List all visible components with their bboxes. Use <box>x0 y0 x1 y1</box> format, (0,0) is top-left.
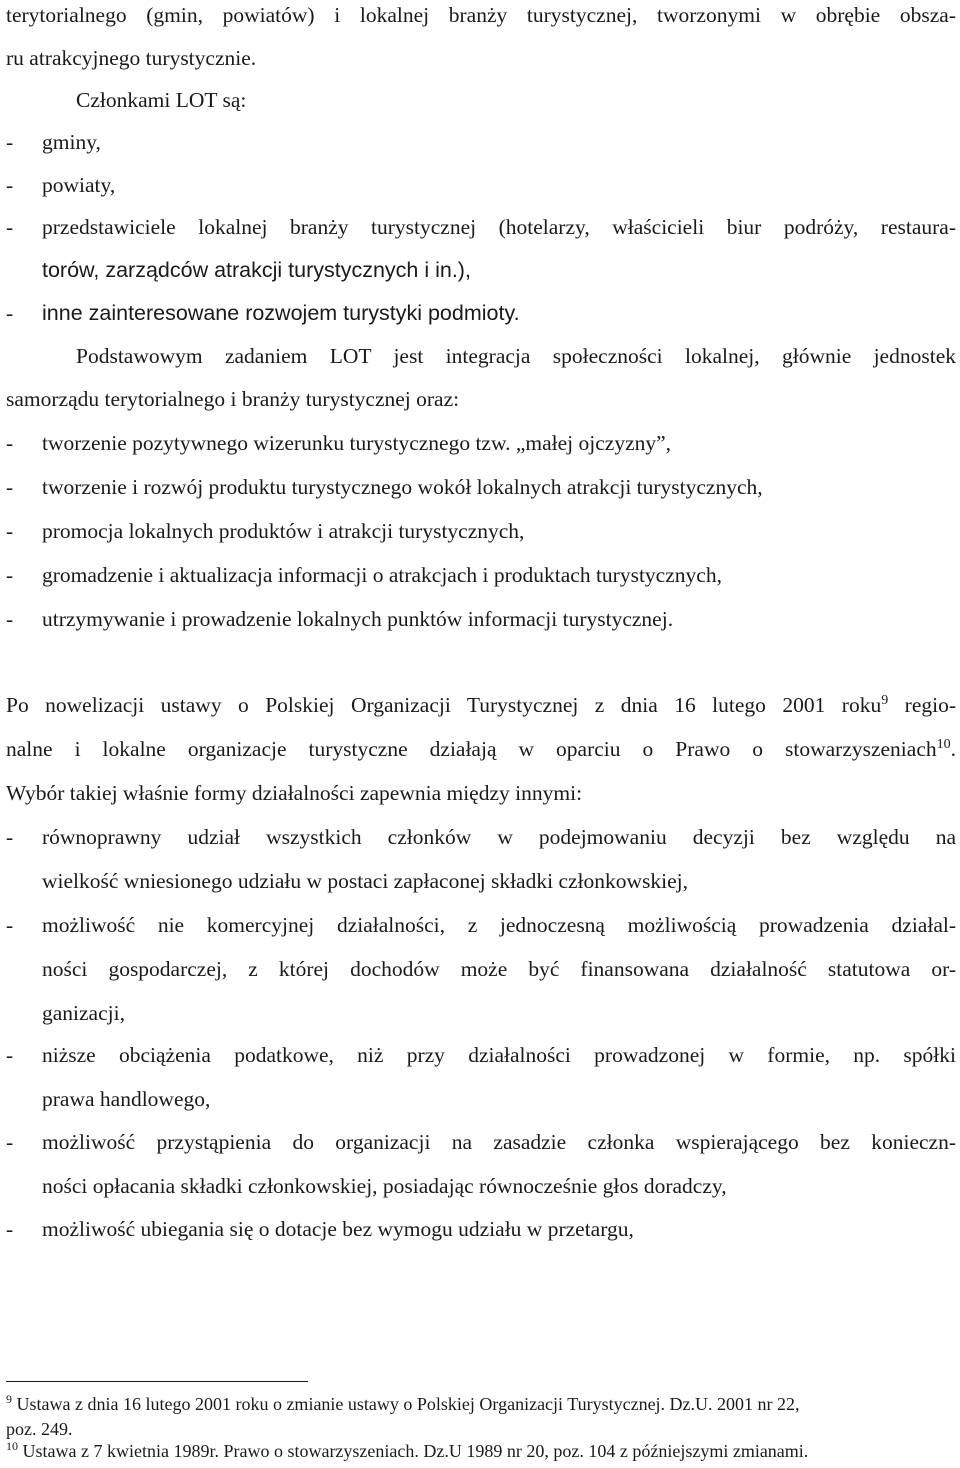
footnote-10 <box>6 1440 808 1462</box>
law-text: nalne i lokalne organizacje turystyczne działają w oparciu o Prawo o stowarzyszeniach <box>6 737 937 761</box>
list-dash: - <box>6 1043 14 1067</box>
footnote-number: 10 <box>6 1439 18 1453</box>
list-dash: - <box>6 130 14 154</box>
list-item: tworzenie i rozwój produktu turystycznego wokół lokalnych atrakcji turystycznych, <box>42 475 763 499</box>
footnote-9-continuation: poz. 249. <box>6 1419 73 1439</box>
list-item: możliwość ubiegania się o dotacje bez wymogu udziału w przetargu, <box>42 1217 634 1241</box>
list-item: promocja lokalnych produktów i atrakcji turystycznych, <box>42 519 525 543</box>
list-item: niższe obciążenia podatkowe, niż przy działalności prowadzonej w formie, np. spółki <box>42 1043 956 1067</box>
list-item: utrzymywanie i prowadzenie lokalnych punktów informacji turystycznej. <box>42 607 674 631</box>
footnote-text: Ustawa z dnia 16 lutego 2001 roku o zmianie ustawy o Polskiej Organizacji Turystycznej. Dz.U. 2001 nr 22, <box>16 1394 800 1414</box>
list-dash: - <box>6 475 14 499</box>
law-paragraph-line-1 <box>6 690 956 720</box>
footnote-ref-10[interactable]: 10 <box>936 736 951 752</box>
list-dash: - <box>6 173 14 197</box>
list-item: inne zainteresowane rozwojem turystyki podmioty. <box>42 301 520 325</box>
list-item-continuation: wielkość wniesionego udziału w postaci zapłaconej składki członkowskiej, <box>42 869 689 893</box>
list-item-continuation: prawa handlowego, <box>42 1087 211 1111</box>
footnote-separator <box>6 1381 308 1382</box>
list-item-continuation: ności gospodarczej, z której dochodów może być finansowana działalność statutowa or- <box>42 957 956 981</box>
list-item: możliwość przystąpienia do organizacji na zasadzie członka wspierającego bez konieczn- <box>42 1130 956 1154</box>
members-heading: Członkami LOT są: <box>76 88 247 112</box>
footnote-9 <box>6 1393 800 1415</box>
intro-line-1: terytorialnego (gmin, powiatów) i lokalnej branży turystycznej, tworzonymi w obrębie obsza- <box>6 3 956 27</box>
list-item-continuation: torów, zarządców atrakcji turystycznych i in.), <box>42 258 471 282</box>
list-dash: - <box>6 1130 14 1154</box>
law-text: . <box>950 737 956 761</box>
list-dash: - <box>6 431 14 455</box>
list-dash: - <box>6 913 14 937</box>
list-dash: - <box>6 519 14 543</box>
tasks-paragraph-line-1: Podstawowym zadaniem LOT jest integracja społeczności lokalnej, głównie jednostek <box>76 344 956 368</box>
footnote-text: Ustawa z 7 kwietnia 1989r. Prawo o stowarzyszeniach. Dz.U 1989 nr 20, poz. 104 z późniejszymi zmianami. <box>22 1441 809 1461</box>
law-text: regio- <box>888 693 956 717</box>
law-paragraph-line-3: Wybór takiej właśnie formy działalności zapewnia między innymi: <box>6 781 583 805</box>
list-item-continuation: ności opłacania składki członkowskiej, posiadając równocześnie głos doradczy, <box>42 1174 727 1198</box>
list-item: równoprawny udział wszystkich członków w podejmowaniu decyzji bez względu na <box>42 825 956 849</box>
list-dash: - <box>6 563 14 587</box>
list-dash: - <box>6 301 14 325</box>
list-dash: - <box>6 825 14 849</box>
list-item: tworzenie pozytywnego wizerunku turystycznego tzw. „małej ojczyzny”, <box>42 431 672 455</box>
intro-line-2: ru atrakcyjnego turystycznie. <box>6 46 257 70</box>
list-item: możliwość nie komercyjnej działalności, z jednoczesną możliwością prowadzenia działal- <box>42 913 956 937</box>
list-dash: - <box>6 215 14 239</box>
list-item: gminy, <box>42 130 101 154</box>
list-dash: - <box>6 607 14 631</box>
list-item: gromadzenie i aktualizacja informacji o atrakcjach i produktach turystycznych, <box>42 563 722 587</box>
law-paragraph-line-2 <box>6 734 956 764</box>
list-item-continuation: ganizacji, <box>42 1001 125 1025</box>
list-item: powiaty, <box>42 173 116 197</box>
list-item: przedstawiciele lokalnej branży turystycznej (hotelarzy, właścicieli biur podróży, restaura- <box>42 215 956 239</box>
footnote-ref-9[interactable]: 9 <box>881 692 889 708</box>
footnote-number: 9 <box>6 1392 12 1406</box>
law-text: Po nowelizacji ustawy o Polskiej Organizacji Turystycznej z dnia 16 lutego 2001 roku <box>6 693 882 717</box>
tasks-paragraph-line-2: samorządu terytorialnego i branży turystycznej oraz: <box>6 387 460 411</box>
list-dash: - <box>6 1217 14 1241</box>
